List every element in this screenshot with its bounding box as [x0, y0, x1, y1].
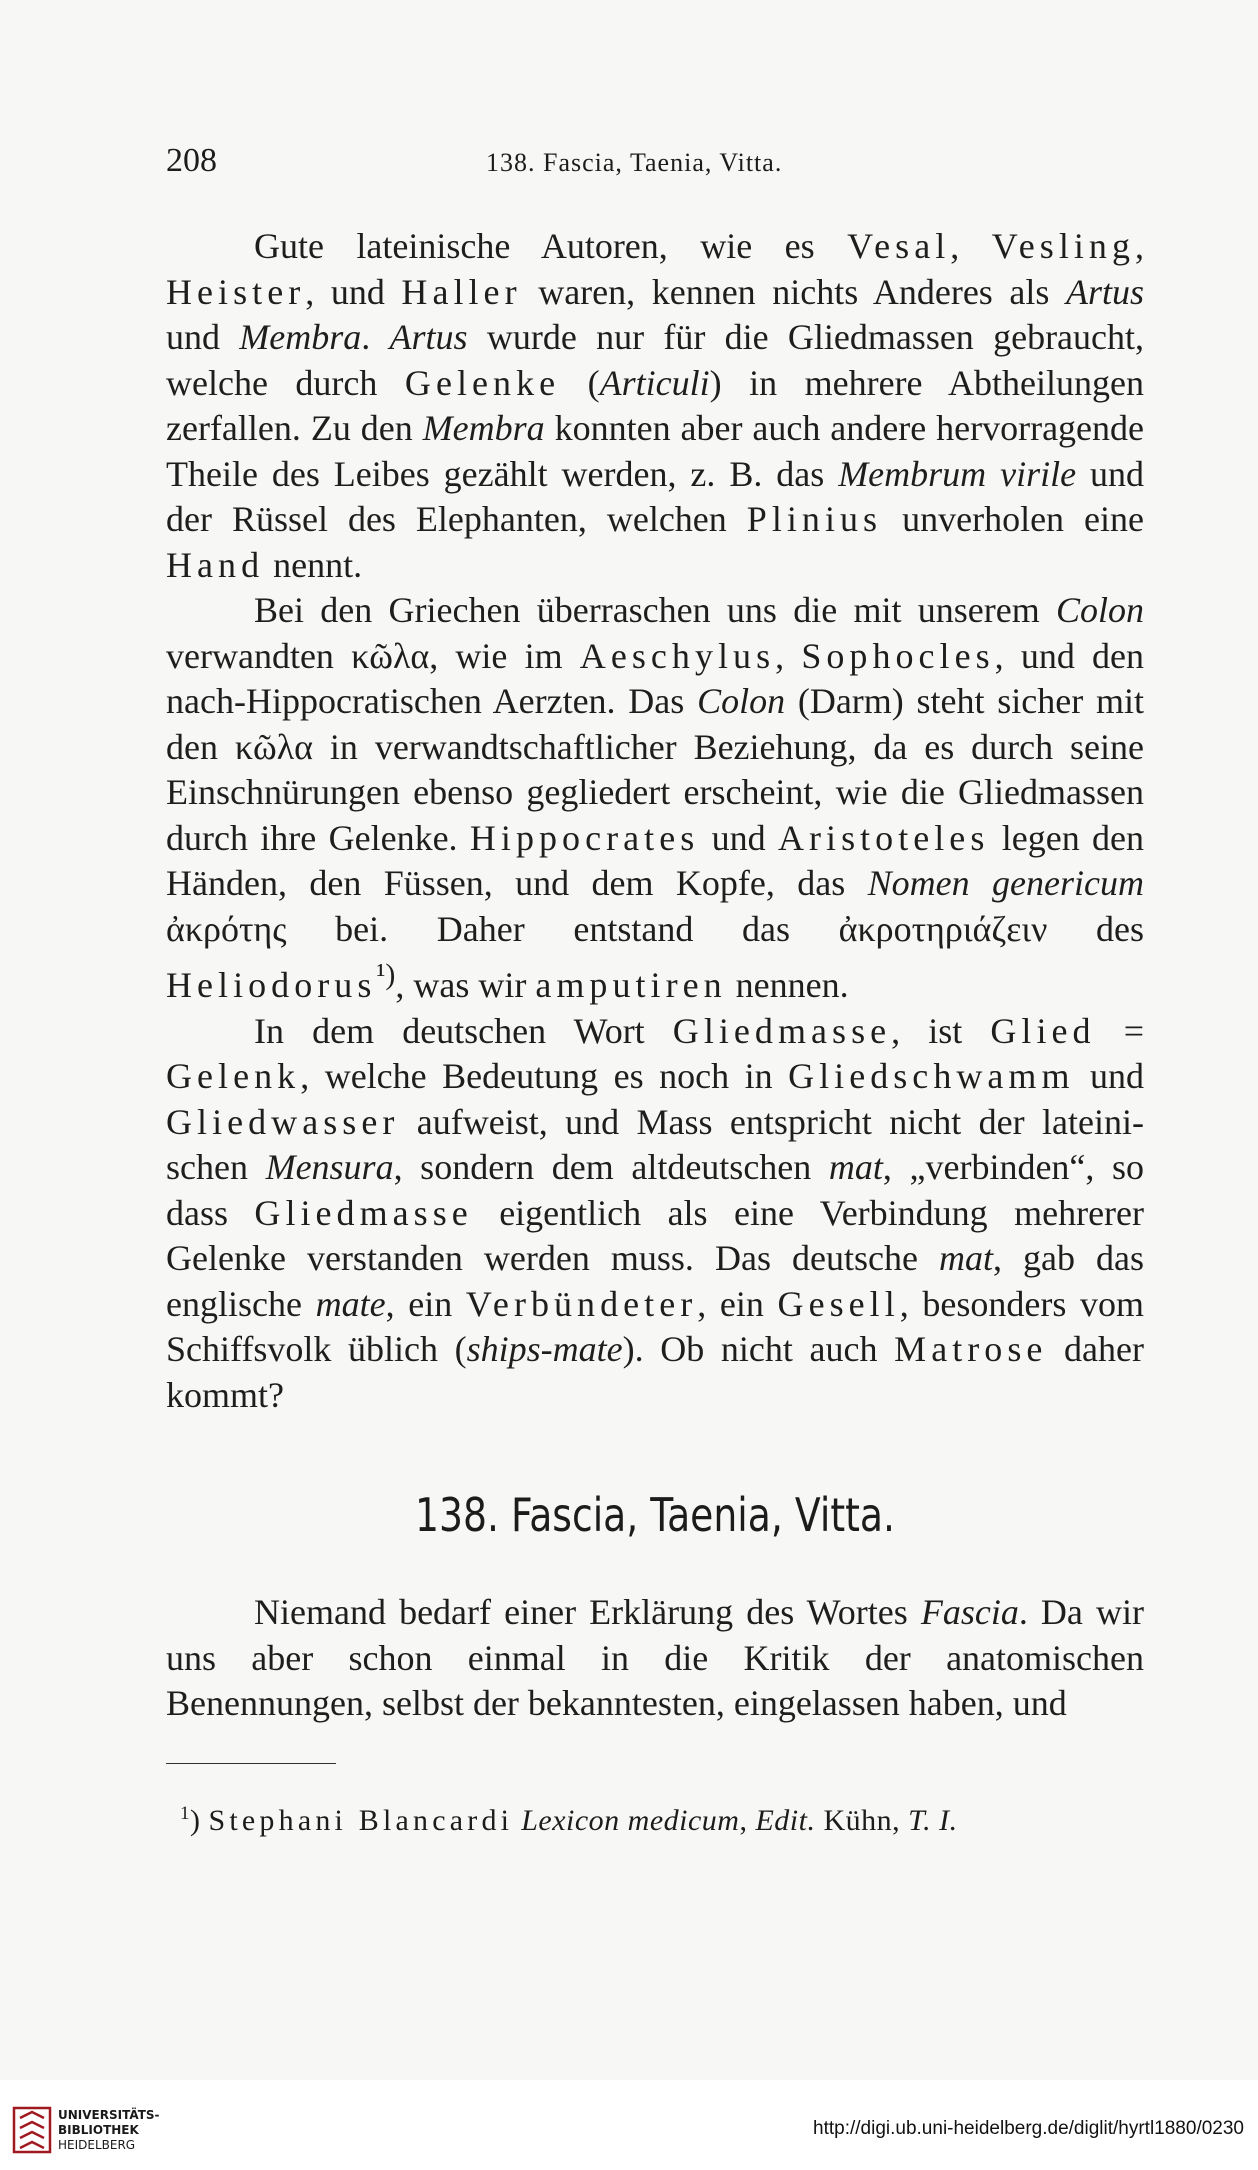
spaced-run: Haller: [401, 271, 522, 312]
italic-run: Artus: [1065, 271, 1144, 312]
italic-run: Fascia: [920, 1592, 1019, 1632]
section-body-text: [166, 1590, 1144, 1727]
text-run: . Da wir uns aber schon einmal in die Kritik der anatomischen Benennungen, selbst der bekanntesten, eingelassen haben, und: [166, 1592, 1145, 1723]
section-heading: 138. Fascia, Taenia, Vitta.: [414, 1488, 896, 1542]
text-run: , gab das englische: [166, 1238, 1144, 1324]
text-run: konnten aber auch andere hervorragende Theile des Leibes gezählt werden, z. B. das: [166, 408, 1144, 494]
text-run: verwandten κῶλα, wie im: [166, 635, 580, 676]
text-run: ,: [950, 226, 992, 266]
spaced-run: Heliodorus: [166, 965, 377, 1005]
text-run: unverholen eine: [882, 499, 1144, 539]
body-text: [166, 224, 1144, 1418]
italic-run: Lexicon medicum: [521, 1804, 740, 1837]
spaced-run: Heister: [166, 271, 306, 312]
paragraph: [166, 224, 1144, 588]
footnote-divider: [166, 1763, 336, 1764]
paragraph: [166, 1009, 1144, 1419]
text-run: und: [699, 817, 778, 858]
italic-run: Colon: [697, 681, 786, 721]
text-run: In dem deutschen Wort: [254, 1010, 673, 1051]
spaced-run: Verbündeter: [465, 1283, 698, 1324]
text-run: ). Ob nicht auch: [622, 1329, 895, 1369]
source-url-link[interactable]: http://digi.ub.uni-heidelberg.de/diglit/hyrtl1880/0230: [813, 2118, 1244, 2139]
text-run: ) in mehrere Abtheilungen zerfallen. Zu den: [166, 362, 1144, 448]
footnote: [180, 1803, 1148, 1838]
text-run: , ein: [385, 1283, 466, 1324]
footnote-reference: ¹): [376, 958, 396, 991]
text-run: [513, 1804, 521, 1837]
text-run: waren, kennen nichts Anderes als: [521, 271, 1066, 312]
text-run: , besonders vom Schiffsvolk üblich (: [166, 1283, 1145, 1369]
spaced-run: Plinius: [746, 499, 883, 539]
logo-text: [58, 2108, 160, 2153]
text-run: nennt.: [264, 544, 363, 585]
text-run: ,: [775, 635, 802, 676]
spaced-run: amputiren: [535, 965, 727, 1005]
spaced-run: Aristoteles: [777, 817, 990, 858]
running-head: [166, 142, 1148, 186]
heidelberg-seal-icon: [12, 2104, 52, 2156]
italic-run: mate: [315, 1283, 386, 1324]
italic-run: mat: [938, 1238, 993, 1278]
spaced-run: Gelenke: [404, 362, 561, 403]
footer-bar: [0, 2080, 1258, 2170]
text-run: und der Rüssel des Elephanten, welchen: [166, 453, 1144, 539]
text-run: ): [190, 1804, 209, 1837]
text-run: daher kommt?: [166, 1329, 1145, 1415]
spaced-run: Gesell: [777, 1283, 900, 1324]
spaced-run: Hand: [166, 544, 265, 585]
italic-run: Edit.: [755, 1804, 816, 1837]
text-run: aufweist, und Mass entspricht nicht der lateinischen: [166, 1101, 1144, 1187]
text-run: , und den nach-Hippocratischen Aerzten. Das: [166, 635, 1145, 721]
italic-run: T. I.: [908, 1804, 958, 1837]
logo-line: UNIVERSITÄTS-: [58, 2108, 160, 2122]
footnote-marker: 1: [180, 1803, 190, 1824]
text-run: (Darm) steht sicher mit den κῶλα in verwandtschaftlicher Beziehung, da es durch seine Einschnürungen ebenso gegliedert erscheint, wie die Gliedmassen durch ihre Gelenke.: [166, 681, 1144, 858]
spaced-run: Hippocrates: [469, 817, 700, 858]
paragraph: [166, 588, 1144, 1009]
spaced-run: Sophocles: [801, 635, 995, 676]
text-run: wurde nur für die Gliedmassen gebraucht, welche durch: [166, 317, 1145, 403]
spaced-run: Gliedwasser: [166, 1101, 400, 1142]
library-logo: [12, 2104, 222, 2164]
text-run: , welche Bedeutung es noch in: [300, 1056, 789, 1096]
text-run: , sondern dem altdeutschen: [393, 1147, 829, 1187]
italic-run: Colon: [1055, 590, 1144, 630]
spaced-run: Aeschylus: [579, 635, 776, 676]
italic-run: Nomen genericum: [867, 863, 1145, 903]
text-run: =: [1095, 1010, 1144, 1051]
spaced-run: Gliedmasse: [254, 1192, 473, 1233]
italic-run: Membra: [239, 317, 362, 357]
page-number: 208: [166, 142, 217, 179]
italic-run: Articuli: [599, 362, 710, 403]
text-run: eigentlich als eine Verbindung mehrerer Gelenke verstanden werden muss. Das deutsche: [166, 1192, 1144, 1278]
spaced-run: Gelenk: [166, 1056, 301, 1096]
spaced-run: Vesling: [991, 226, 1136, 266]
text-run: Gute lateinische Autoren, wie es: [254, 226, 848, 266]
text-run: nennen.: [726, 965, 849, 1005]
text-run: ,: [1135, 226, 1145, 266]
spaced-run: Matrose: [894, 1329, 1048, 1369]
text-run: .: [361, 317, 390, 357]
paragraph: [166, 1590, 1144, 1727]
spaced-run: Vesal: [847, 226, 951, 266]
text-run: , ist: [891, 1010, 991, 1051]
italic-run: mat: [828, 1147, 883, 1187]
text-run: Kühn,: [815, 1804, 909, 1837]
text-run: , ein: [697, 1283, 778, 1324]
text-run: ἀκρότης bei. Daher entstand das ἀκροτηριάζειν des: [166, 908, 1144, 949]
logo-line: BIBLIOTHEK: [58, 2123, 139, 2137]
text-run: Niemand bedarf einer Erklärung des Wortes: [254, 1592, 921, 1632]
italic-run: Membra: [422, 408, 545, 448]
footnote-text: [190, 1804, 958, 1837]
spaced-run: Stephani Blancardi: [208, 1804, 514, 1837]
logo-line: HEIDELBERG: [58, 2138, 136, 2152]
italic-run: ships-mate: [466, 1329, 623, 1369]
spaced-run: Gliedschwamm: [788, 1056, 1075, 1096]
text-run: , „verbinden“, so dass: [166, 1147, 1145, 1233]
text-run: und: [166, 317, 240, 357]
text-run: (: [560, 362, 600, 403]
text-run: , was wir: [395, 965, 536, 1005]
text-run: und: [1074, 1056, 1145, 1096]
text-run: , und: [305, 271, 402, 312]
text-run: legen den Händen, den Füssen, und dem Kopfe, das: [166, 817, 1145, 903]
spaced-run: Gliedmasse: [672, 1010, 892, 1051]
italic-run: Membrum virile: [838, 453, 1077, 494]
text-run: ,: [739, 1804, 756, 1837]
italic-run: Artus: [389, 317, 468, 357]
spaced-run: Glied: [990, 1010, 1096, 1051]
italic-run: Mensura: [265, 1147, 394, 1187]
text-run: Bei den Griechen überraschen uns die mit unserem: [254, 590, 1056, 630]
running-title: 138. Fascia, Taenia, Vitta.: [486, 148, 783, 177]
